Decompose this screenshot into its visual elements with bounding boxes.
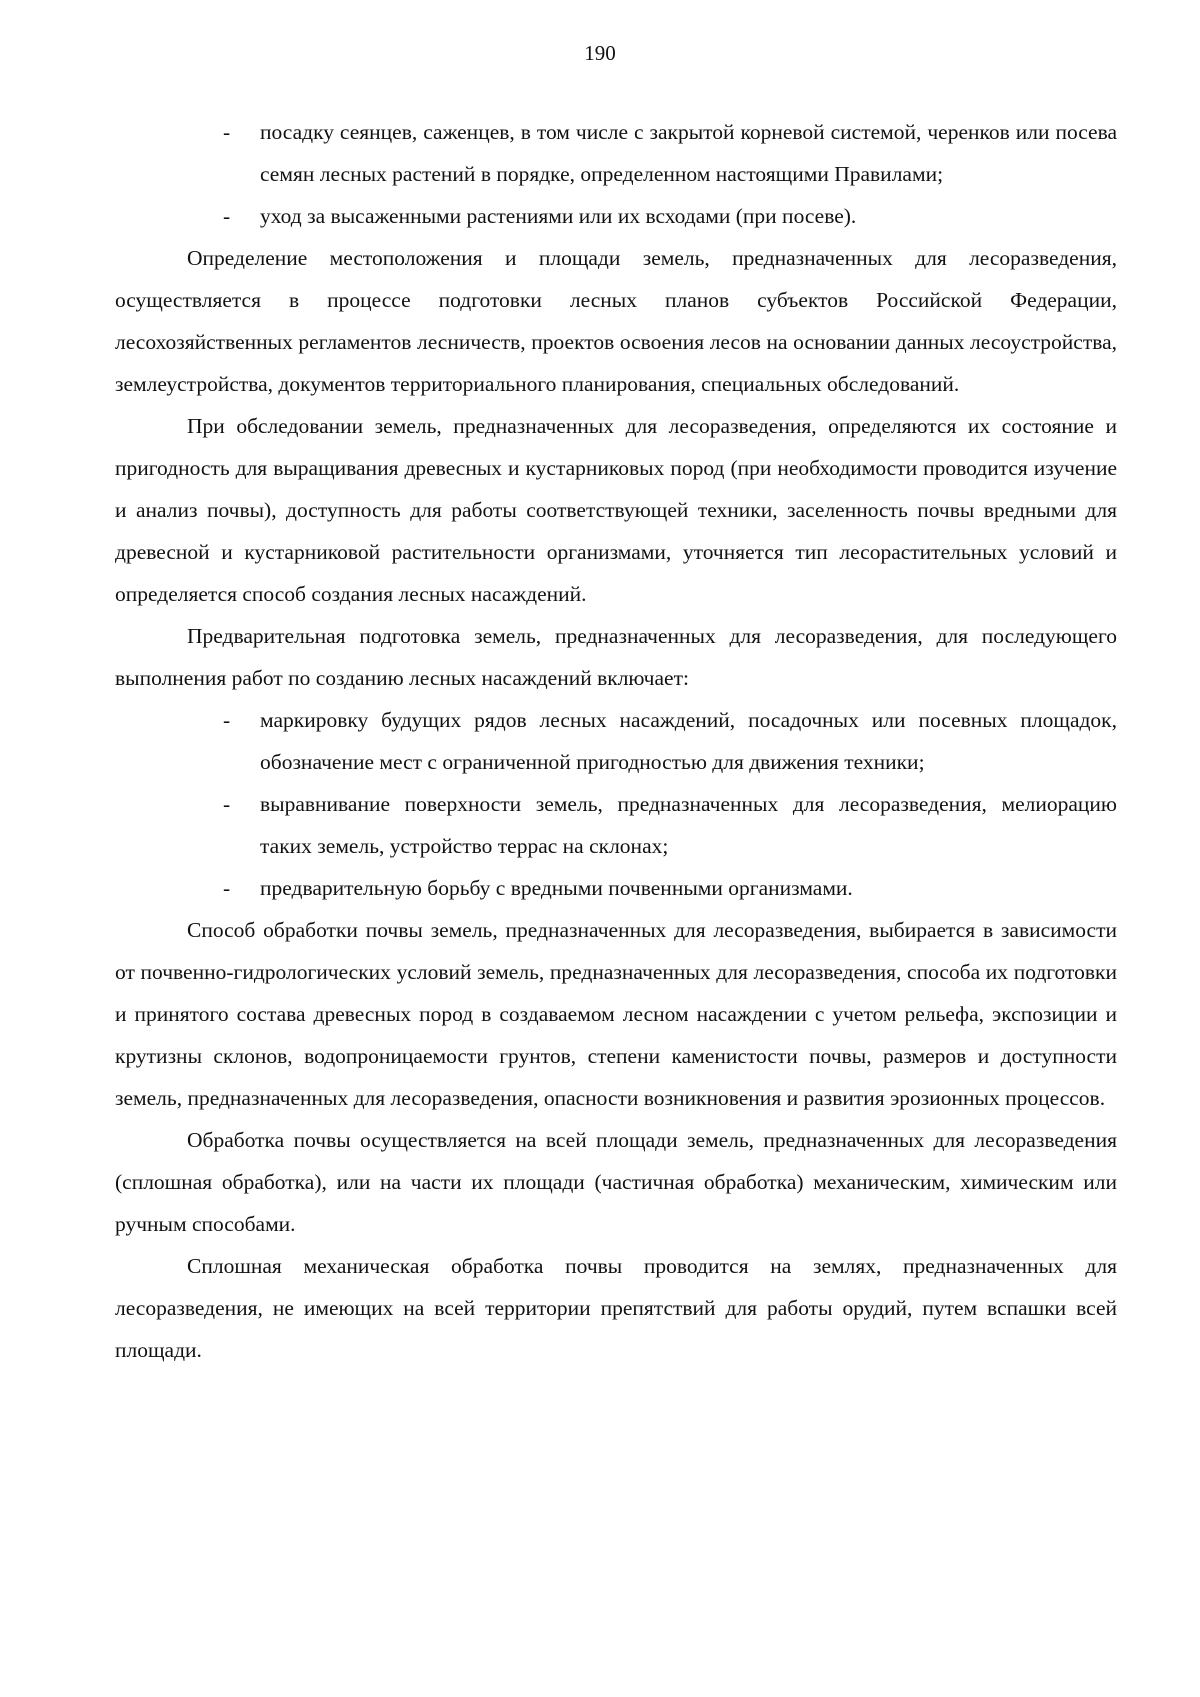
paragraph: При обследовании земель, предназначенных для лесоразведения, определяются их состояние и пригодность для выращивания древесных и кустарниковых пород (при необходимости проводится изучение и анализ почвы), доступность для работы соответствующей техники, заселенность почвы вредными для древесной и кустарниковой растительности организмами, уточняется тип лесорастительных условий и определяется способ создания лесных насаждений. <box>115 414 1117 606</box>
bullet-mark: - <box>223 120 231 144</box>
bullet-mark: - <box>223 792 231 816</box>
list-item-text: маркировку будущих рядов лесных насаждений, посадочных или посевных площадок, обозначение мест с ограниченной пригодностью для движения техники; <box>260 708 1117 774</box>
document-body <box>115 111 1117 1371</box>
list-item <box>115 195 1117 237</box>
page-number: 190 <box>584 41 616 65</box>
bullet-list <box>115 699 1117 909</box>
paragraph: Обработка почвы осуществляется на всей площади земель, предназначенных для лесоразведения (сплошная обработка), или на части их площади (частичная обработка) механическим, химическим или ручным способами. <box>115 1128 1117 1236</box>
paragraph: Предварительная подготовка земель, предназначенных для лесоразведения, для последующего выполнения работ по созданию лесных насаждений включает: <box>115 624 1117 690</box>
list-item <box>115 783 1117 867</box>
list-item-text: уход за высаженными растениями или их всходами (при посеве). <box>260 204 857 228</box>
list-item-text: выравнивание поверхности земель, предназначенных для лесоразведения, мелиорацию таких земель, устройство террас на склонах; <box>260 792 1117 858</box>
list-item-text: посадку сеянцев, саженцев, в том числе с закрытой корневой системой, черенков или посева семян лесных растений в порядке, определенном настоящими Правилами; <box>260 120 1117 186</box>
list-item <box>115 111 1117 195</box>
paragraph: Способ обработки почвы земель, предназначенных для лесоразведения, выбирается в зависимости от почвенно-гидрологических условий земель, предназначенных для лесоразведения, способа их подготовки и принятого состава древесных пород в создаваемом лесном насаждении с учетом рельефа, экспозиции и крутизны склонов, водопроницаемости грунтов, степени каменистости почвы, размеров и доступности земель, предназначенных для лесоразведения, опасности возникновения и развития эрозионных процессов. <box>115 918 1117 1110</box>
list-item-text: предварительную борьбу с вредными почвенными организмами. <box>260 876 853 900</box>
bullet-mark: - <box>223 204 231 228</box>
list-item <box>115 699 1117 783</box>
bullet-mark: - <box>223 876 231 900</box>
paragraph: Определение местоположения и площади земель, предназначенных для лесоразведения, осуществляется в процессе подготовки лесных планов субъектов Российской Федерации, лесохозяйственных регламентов лесничеств, проектов освоения лесов на основании данных лесоустройства, землеустройства, документов территориального планирования, специальных обследований. <box>115 246 1117 396</box>
bullet-mark: - <box>223 708 231 732</box>
bullet-list <box>115 111 1117 237</box>
list-item <box>115 867 1117 909</box>
paragraph: Сплошная механическая обработка почвы проводится на землях, предназначенных для лесоразведения, не имеющих на всей территории препятствий для работы орудий, путем вспашки всей площади. <box>115 1254 1117 1362</box>
